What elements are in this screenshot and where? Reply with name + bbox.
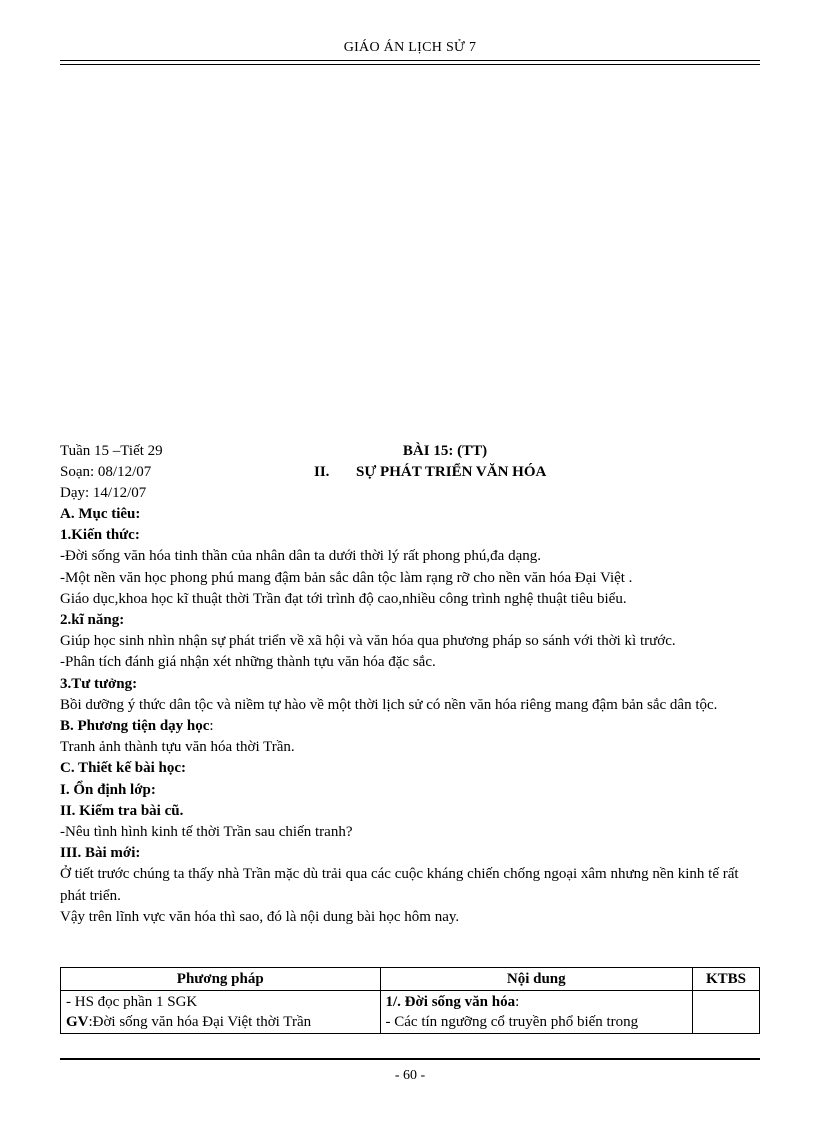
lesson-title-block bbox=[300, 441, 590, 483]
new-lesson-question: Vậy trên lĩnh vực văn hóa thì sao, đó là nội dung bài học hôm nay. bbox=[60, 908, 460, 925]
page-header-title: GIÁO ÁN LỊCH SỬ 7 bbox=[343, 40, 477, 55]
content-heading-colon: : bbox=[515, 994, 520, 1010]
design-heading: C. Thiết kế bài học: bbox=[60, 760, 186, 777]
materials-line-1: Tranh ảnh thành tựu văn hóa thời Trần. bbox=[60, 739, 295, 756]
method-line-2-text: :Đời sống văn hóa Đại Việt thời Trần bbox=[88, 1014, 312, 1030]
skills-line-1: Giúp học sinh nhìn nhận sự phát triển về xã hội và văn hóa qua phương pháp so sánh với thời kì trước. bbox=[60, 633, 676, 650]
knowledge-line-2: -Một nền văn học phong phú mang đậm bản sắc dân tộc làm rạng rỡ cho nền văn hóa Đại Việt . bbox=[60, 569, 633, 586]
class-stabilize-heading: I. Ổn định lớp: bbox=[60, 781, 156, 798]
materials-heading: B. Phương tiện dạy học bbox=[60, 718, 210, 735]
content-heading: 1/. Đời sống văn hóa bbox=[385, 994, 516, 1010]
table-row bbox=[61, 991, 760, 1034]
content-cell bbox=[380, 991, 693, 1034]
section-title: SỰ PHÁT TRIỂN VĂN HÓA bbox=[356, 464, 547, 480]
taught-date: Dạy: 14/12/07 bbox=[60, 485, 147, 501]
knowledge-line-3: Giáo dục,khoa học kĩ thuật thời Trần đạt tới trình độ cao,nhiều công trình nghệ thuật tiêu biểu. bbox=[60, 590, 627, 607]
materials-heading-line bbox=[60, 716, 760, 737]
skills-line-2: -Phân tích đánh giá nhận xét những thành tựu văn hóa đặc sắc. bbox=[60, 654, 436, 671]
column-header-ktbs: KTBS bbox=[693, 968, 760, 991]
footer-divider bbox=[60, 1058, 760, 1060]
week-period: Tuần 15 –Tiết 29 bbox=[60, 443, 163, 459]
objectives-heading: A. Mục tiêu: bbox=[60, 506, 141, 522]
lesson-title: BÀI 15: (TT) bbox=[402, 443, 488, 459]
method-line-1: - HS đọc phần 1 SGK bbox=[66, 994, 198, 1010]
knowledge-line-1: -Đời sống văn hóa tinh thần của nhân dân ta dưới thời lý rất phong phú,đa dạng. bbox=[60, 548, 541, 565]
column-header-method: Phương pháp bbox=[61, 968, 381, 991]
lesson-meta bbox=[60, 441, 163, 504]
review-question: -Nêu tình hình kinh tế thời Trần sau chiến tranh? bbox=[60, 824, 353, 841]
section-title-line bbox=[300, 462, 590, 483]
header-divider bbox=[60, 60, 760, 65]
skills-heading: 2.kĩ năng: bbox=[60, 612, 125, 629]
page-number: - 60 - bbox=[394, 1068, 426, 1083]
lesson-plan-table bbox=[60, 967, 760, 1034]
ktbs-cell bbox=[693, 991, 760, 1034]
review-heading: II. Kiểm tra bài cũ. bbox=[60, 802, 184, 819]
prepared-date: Soạn: 08/12/07 bbox=[60, 464, 152, 480]
attitude-heading: 3.Tư tưởng: bbox=[60, 675, 138, 692]
new-lesson-intro: Ở tiết trước chúng ta thấy nhà Trần mặc dù trải qua các cuộc kháng chiến chống ngoại xâm nhưng nền kinh tế rất phát triển. bbox=[60, 866, 739, 904]
table-header-row bbox=[61, 968, 760, 991]
knowledge-heading: 1.Kiến thức: bbox=[60, 527, 140, 544]
lesson-body bbox=[60, 504, 760, 928]
column-header-content: Nội dung bbox=[380, 968, 693, 991]
content-line-1: - Các tín ngưỡng cổ truyền phổ biến trong bbox=[385, 1014, 639, 1030]
teacher-label: GV bbox=[66, 1014, 89, 1030]
method-line-2 bbox=[66, 1012, 375, 1032]
attitude-line-1: Bồi dưỡng ý thức dân tộc và niềm tự hào về một thời lịch sử có nền văn hóa riêng mang đậm bản sắc dân tộc. bbox=[60, 696, 718, 713]
section-number: II. bbox=[314, 464, 330, 480]
method-cell bbox=[61, 991, 381, 1034]
new-lesson-heading: III. Bài mới: bbox=[60, 845, 141, 862]
content-heading-line bbox=[386, 992, 688, 1012]
materials-heading-colon: : bbox=[209, 718, 214, 735]
